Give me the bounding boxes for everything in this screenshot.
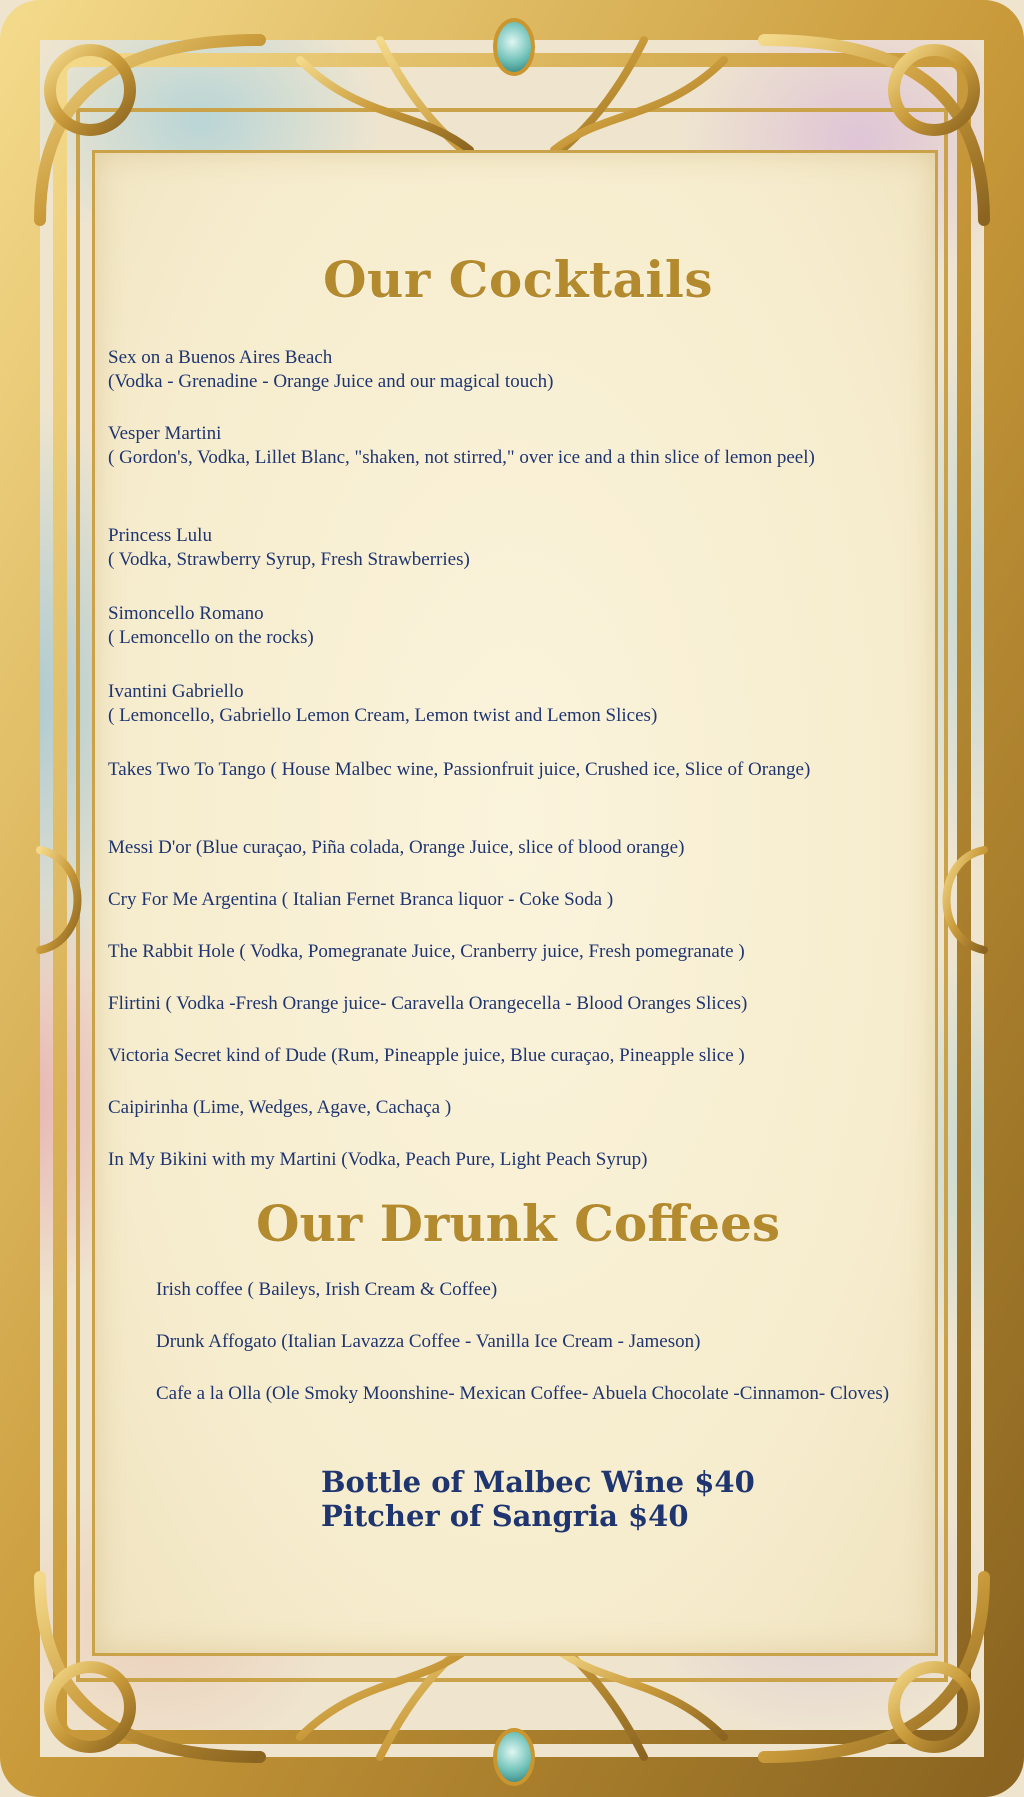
cocktail-item (108, 758, 908, 782)
cocktail-item (108, 940, 908, 964)
cocktail-name: Vesper Martini (108, 423, 222, 444)
price-list (321, 1465, 755, 1533)
cocktail-name: Takes Two To Tango ( House Malbec wine, Passionfruit juice, Crushed ice, Slice of Orange) (108, 759, 811, 780)
cocktail-name: Victoria Secret kind of Dude (Rum, Pineapple juice, Blue curaçao, Pineapple slice ) (108, 1045, 745, 1066)
cocktail-description: ( Vodka, Strawberry Syrup, Fresh Strawberries) (108, 549, 470, 570)
malbec-bottle-price: Bottle of Malbec Wine $40 (321, 1465, 755, 1499)
cocktail-item (108, 346, 908, 394)
cocktail-item (108, 1096, 908, 1120)
cocktail-name: Princess Lulu (108, 525, 212, 546)
cocktail-name: Sex on a Buenos Aires Beach (108, 347, 333, 368)
coffee-item: Irish coffee ( Baileys, Irish Cream & Coffee) (156, 1279, 498, 1300)
cocktail-name: Messi D'or (Blue curaçao, Piña colada, Orange Juice, slice of blood orange) (108, 837, 685, 858)
cocktail-description: ( Lemoncello on the rocks) (108, 627, 314, 648)
cocktail-name: Cry For Me Argentina ( Italian Fernet Branca liquor - Coke Soda ) (108, 889, 614, 910)
cocktail-description: ( Lemoncello, Gabriello Lemon Cream, Lemon twist and Lemon Slices) (108, 705, 658, 726)
cocktail-name: The Rabbit Hole ( Vodka, Pomegranate Juice, Cranberry juice, Fresh pomegranate ) (108, 941, 745, 962)
cocktail-item (108, 888, 908, 912)
cocktail-item (108, 1148, 908, 1172)
cocktail-name: Ivantini Gabriello (108, 681, 244, 702)
top-gem-ornament (493, 18, 535, 76)
cocktails-heading: Our Cocktails (322, 250, 714, 309)
cocktail-description: ( Gordon's, Vodka, Lillet Blanc, "shaken, not stirred," over ice and a thin slice of lemon peel) (108, 447, 815, 468)
coffees-heading: Our Drunk Coffees (255, 1194, 781, 1253)
cocktail-item (108, 524, 908, 572)
cocktail-item (108, 1044, 908, 1068)
bottom-gem-ornament (493, 1728, 535, 1786)
cocktail-name: Flirtini ( Vodka -Fresh Orange juice- Caravella Orangecella - Blood Oranges Slices) (108, 993, 748, 1014)
sangria-pitcher-price: Pitcher of Sangria $40 (321, 1499, 689, 1533)
cocktail-item (108, 836, 908, 860)
cocktail-item (108, 680, 908, 728)
cocktail-name: In My Bikini with my Martini (Vodka, Peach Pure, Light Peach Syrup) (108, 1149, 648, 1170)
cocktail-item (108, 602, 908, 650)
coffee-item: Drunk Affogato (Italian Lavazza Coffee - Vanilla Ice Cream - Jameson) (156, 1331, 701, 1352)
cocktail-name: Caipirinha (Lime, Wedges, Agave, Cachaça ) (108, 1097, 452, 1118)
coffee-item: Cafe a la Olla (Ole Smoky Moonshine- Mexican Coffee- Abuela Chocolate -Cinnamon- Cloves) (156, 1383, 890, 1404)
cocktail-item (108, 992, 908, 1016)
cocktail-item (108, 422, 908, 470)
cocktail-name: Simoncello Romano (108, 603, 264, 624)
cocktail-description: (Vodka - Grenadine - Orange Juice and our magical touch) (108, 371, 554, 392)
